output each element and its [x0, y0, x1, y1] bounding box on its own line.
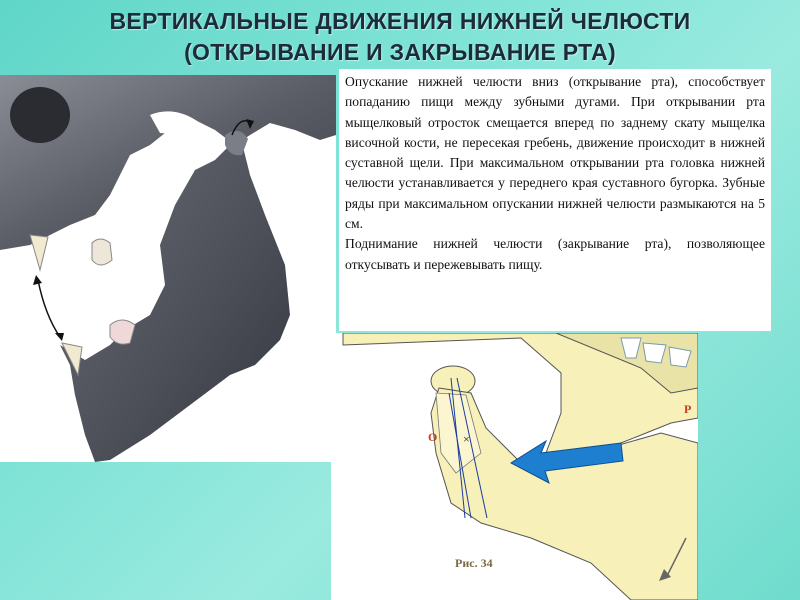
title-line-1: ВЕРТИКАЛЬНЫЕ ДВИЖЕНИЯ НИЖНЕЙ ЧЕЛЮСТИ [109, 8, 691, 34]
paragraph-closing: Поднимание нижней челюсти (закрывание рта), позволяющее откусывать и пережевывать пищу. [345, 236, 765, 272]
upper-molar [92, 239, 112, 265]
orbit [10, 87, 70, 143]
skull-illustration [0, 75, 336, 462]
skull-photo [0, 75, 336, 462]
point-o-label: О [428, 430, 438, 444]
upper-canine [30, 235, 48, 270]
joint-figure [331, 333, 698, 600]
joint-diagram [331, 333, 698, 600]
figure-caption: Рис. 34 [455, 556, 493, 570]
point-r-label: Р [684, 402, 692, 416]
description-text [339, 69, 771, 331]
slide-title [0, 6, 800, 68]
rotation-mark: × [463, 432, 470, 446]
arrow-head-top [33, 275, 42, 285]
title-line-2: (ОТКРЫВАНИЕ И ЗАКРЫВАНИЕ РТА) [184, 39, 616, 65]
opening-arc-arrow [38, 280, 60, 337]
paragraph-opening: Опускание нижней челюсти вниз (открывание рта), способствует попаданию пищи между зубными дугами. При открывании рта мыщелковый отросток смещается вперед по заднему скату мыщелка височной кости, не пересекая гребень, движение происходит в нижней суставной щели. При максимальном открывании рта головка нижней челюсти устанавливается у переднего края суставного бугорка. Зубные ряды при максимальном опускании нижней челюсти размыкаются на 5 см. [345, 74, 765, 232]
arrow-head-bottom [55, 333, 64, 341]
